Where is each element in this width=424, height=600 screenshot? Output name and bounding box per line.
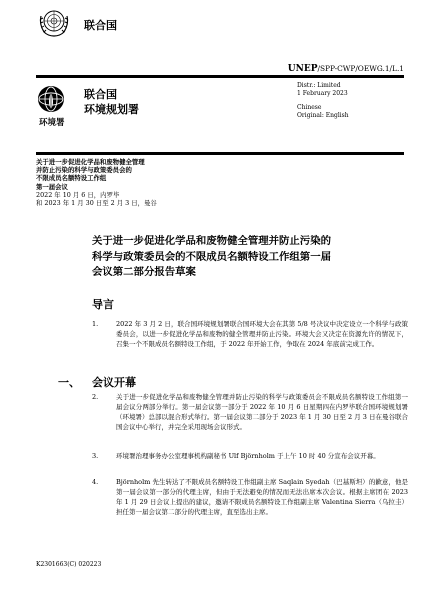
meeting-line4: 第一届会议 bbox=[36, 182, 68, 191]
distribution-block bbox=[297, 82, 349, 120]
header-rule-top bbox=[36, 75, 404, 78]
program-name-line1: 联合国 bbox=[84, 88, 117, 101]
paragraph-1-number: 1. bbox=[92, 320, 99, 328]
document-title bbox=[92, 234, 331, 281]
un-emblem-logo bbox=[38, 6, 70, 38]
unep-logo-caption: 环境署 bbox=[39, 118, 65, 128]
meeting-line2: 并防止污染的科学与政策委员会的 bbox=[36, 166, 132, 175]
title-line3: 会议第二部分报告草案 bbox=[92, 266, 196, 278]
paragraph-4-text: Björnholm 先生转达了不限成员名额特设工作组副主席 Saqlain Syedah（巴基斯坦）的歉意，他是第一届会议第一部分的代理主席，但由于无法避免的情况而无法出席本次会议。根据主席团在 2023 年 1 月 29 日会议上提出的建议，邀请不限成员名额特设工作组副主席 Valentina Sierra（乌拉圭）担任第一届会议第二部分的代理主席，直至选出主席。 bbox=[116, 478, 408, 516]
org-name: 联合国 bbox=[84, 19, 117, 32]
language: Chinese bbox=[297, 104, 322, 111]
paragraph-2 bbox=[92, 392, 408, 432]
header-rule-bottom bbox=[36, 152, 404, 155]
paragraph-4 bbox=[92, 477, 408, 517]
meeting-date1: 2022 年 10 月 6 日，内罗毕 bbox=[36, 190, 120, 199]
intro-heading: 导言 bbox=[92, 298, 114, 311]
paragraph-1 bbox=[92, 319, 408, 349]
paragraph-1-text: 2022 年 3 月 2 日，联合国环境规划署联合国环境大会在其第 5/8 号决议中决定设立一个科学与政策委员会，以进一步促进化学品和废物的健全管理并防止污染。环境大会又决定在资源允许的情况下，召集一个不限成员名额特设工作组，于 2022 年开始工作，争取在 2024 年底前完成工作。 bbox=[116, 320, 408, 348]
meeting-block bbox=[36, 158, 157, 207]
paragraph-3 bbox=[92, 451, 408, 461]
program-name-line2: 环境规划署 bbox=[84, 103, 139, 116]
unep-logo bbox=[36, 84, 66, 116]
original-language: Original: English bbox=[297, 112, 349, 119]
paragraph-3-number: 3. bbox=[92, 452, 99, 460]
paragraph-3-text: 环境署治理事务办公室理事机构副秘书 Ulf Björnholm 于上午 10 时 40 分宣布会议开幕。 bbox=[116, 452, 380, 460]
section-1-heading: 会议开幕 bbox=[92, 376, 136, 389]
distribution: Distr.: Limited bbox=[297, 82, 341, 89]
title-line2: 科学与政策委员会的不限成员名额特设工作组第一届 bbox=[92, 250, 331, 263]
paragraph-2-text: 关于进一步促进化学品和废物健全管理并防止污染的科学与政策委员会不限成员名额特设工作组第一届会议分两部分举行。第一届会议第一部分于 2022 年 10 月 6 日星期四在内罗毕联合国环境规划署（环境署）总部以混合形式举行。第一届会议第二部分于 2023 年 1 月 30 日至 2 月 3 日在曼谷联合国会议中心举行，并完全采用现场会议形式。 bbox=[116, 393, 408, 431]
document-symbol: UNEP/SPP-CWP/OEWG.1/L.1 bbox=[287, 64, 404, 74]
job-number: K2301663(C) 020223 bbox=[36, 561, 102, 568]
title-line1: 关于进一步促进化学品和废物健全管理并防止污染的 bbox=[92, 235, 331, 247]
document-date: 1 February 2023 bbox=[297, 90, 348, 97]
paragraph-4-number: 4. bbox=[92, 478, 99, 486]
section-1-number: 一、 bbox=[58, 376, 80, 389]
paragraph-2-number: 2. bbox=[92, 393, 99, 401]
meeting-line1: 关于进一步促进化学品和废物健全管理 bbox=[36, 158, 145, 166]
meeting-date2: 和 2023 年 1 月 30 日至 2 月 3 日，曼谷 bbox=[36, 199, 157, 208]
meeting-line3: 不限成员名额特设工作组 bbox=[36, 174, 107, 183]
